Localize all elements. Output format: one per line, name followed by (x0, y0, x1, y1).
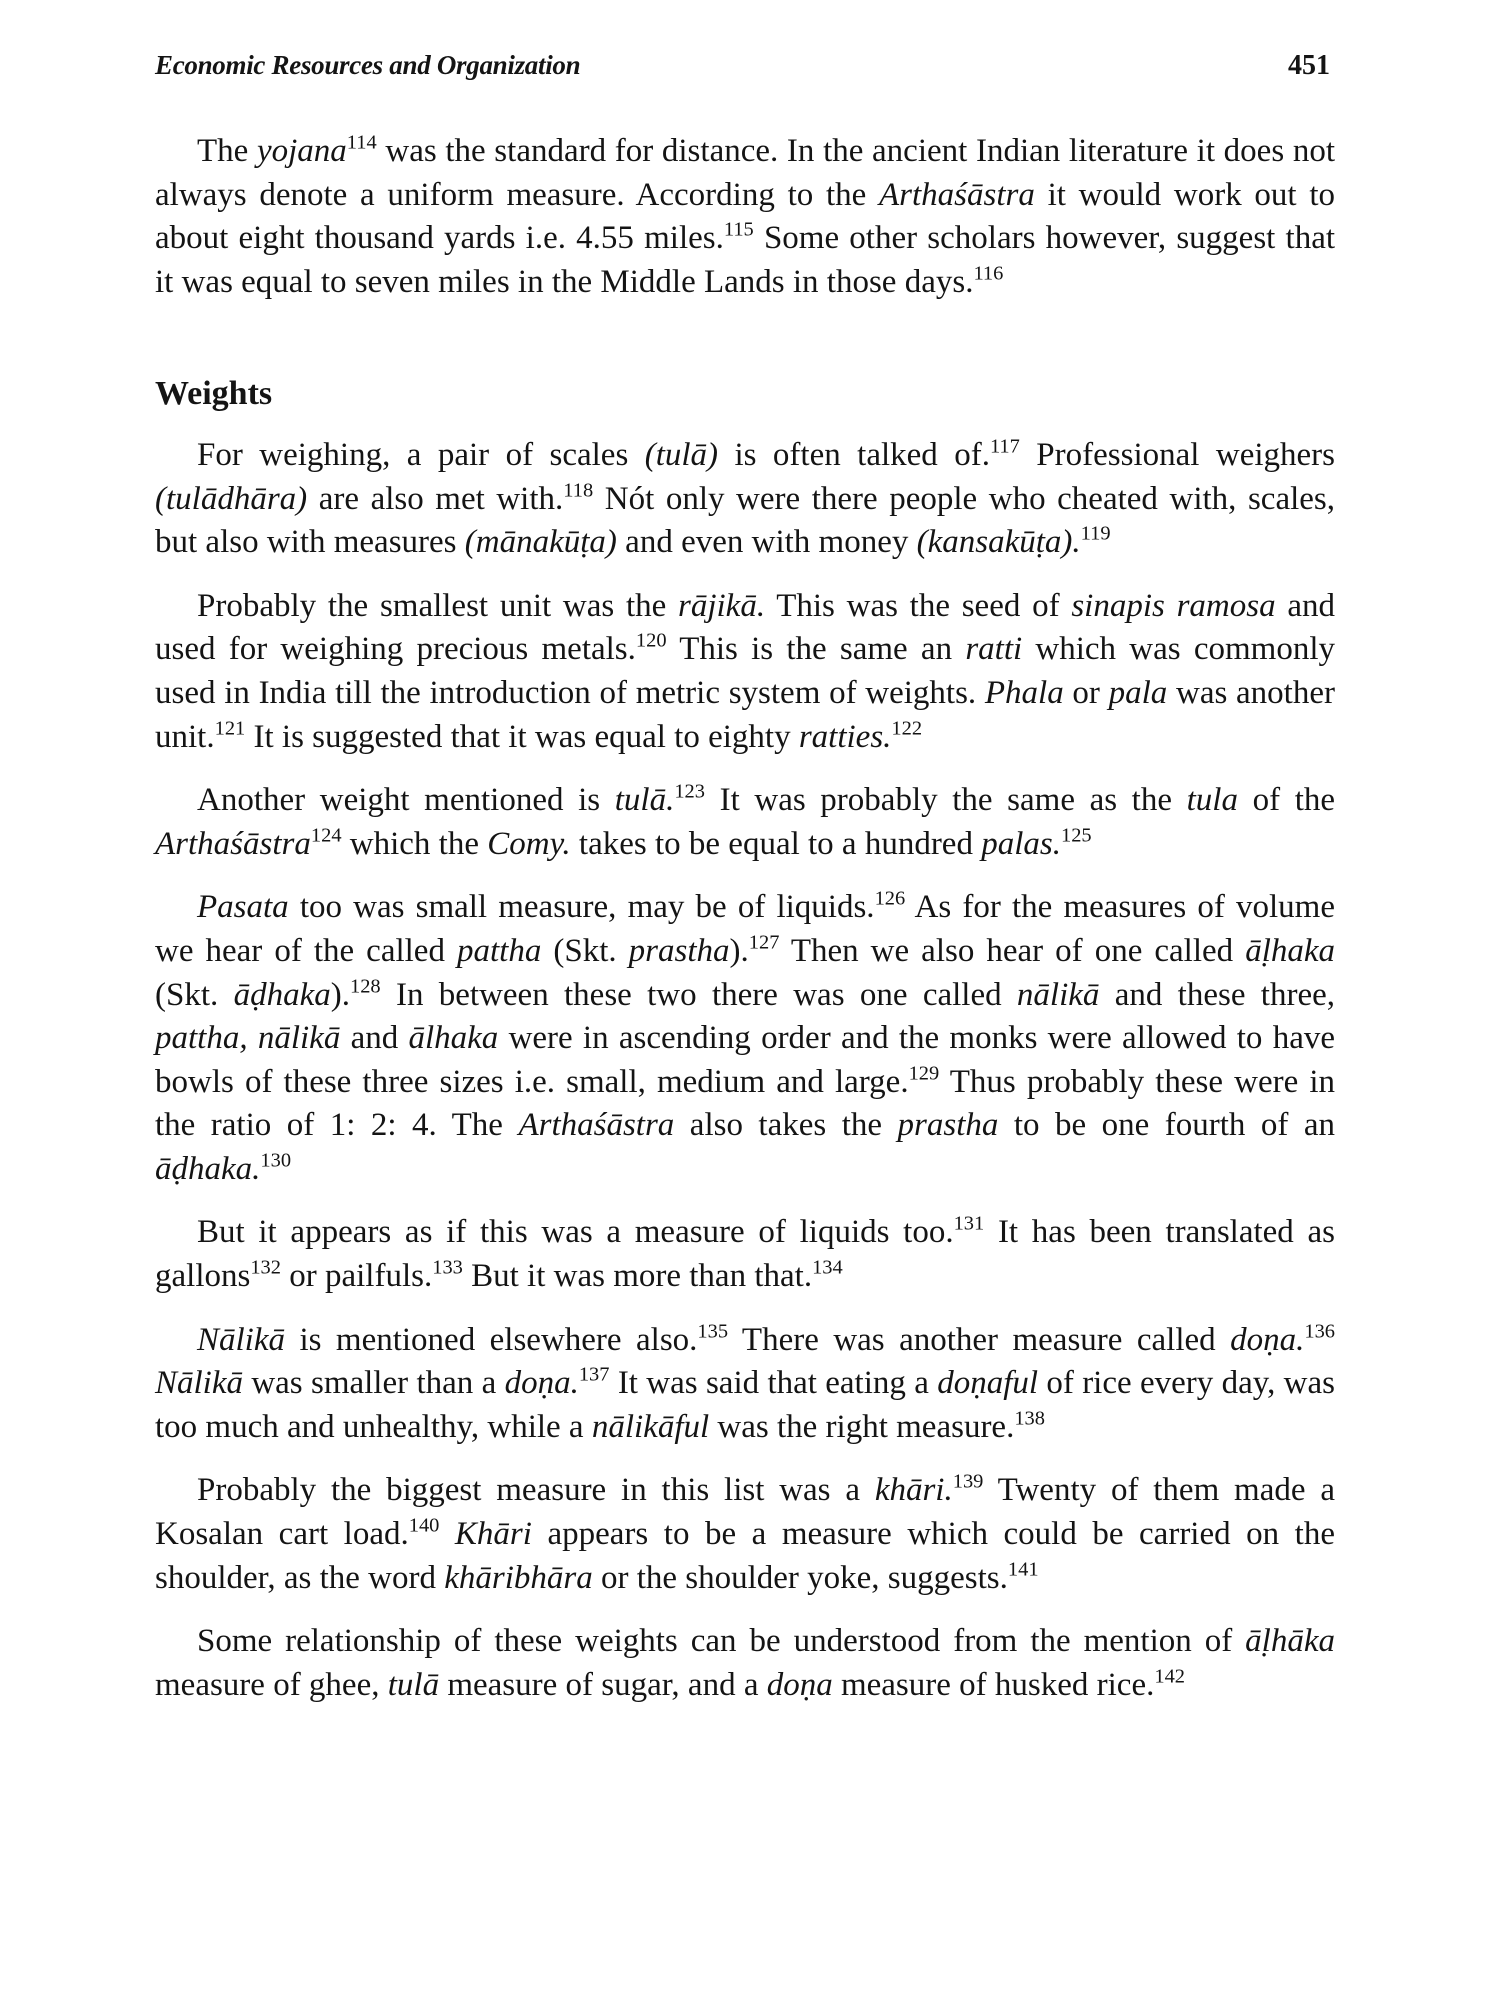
term: pattha, nālikā (155, 1020, 341, 1057)
footnote-marker: 127 (748, 931, 780, 954)
text-run: of the (1237, 782, 1336, 819)
footnote-marker: 138 (1014, 1407, 1045, 1430)
term: Khāri (454, 1516, 532, 1553)
footnote-marker: 116 (973, 262, 1004, 285)
text-run: is often talked of. (718, 436, 990, 473)
footnote-marker: 131 (953, 1212, 985, 1235)
term: tulā (387, 1666, 440, 1703)
text-run: too was small measure, may be of liquids. (288, 889, 875, 926)
footnote-marker: 140 (408, 1514, 440, 1537)
paragraph-yojana (155, 130, 1335, 304)
text-run: and even with money (616, 524, 917, 561)
text-run: measure of ghee, (155, 1666, 388, 1703)
footnote-marker: 125 (1060, 824, 1092, 847)
footnote-marker: 136 (1304, 1319, 1335, 1342)
footnote-marker: 133 (432, 1256, 463, 1279)
footnote-marker: 129 (908, 1062, 940, 1085)
text-run: appears to be a measure which could be carried on the shoulder, as the word (155, 1516, 1335, 1596)
text-run: or (1063, 674, 1109, 711)
text-run: For weighing, a pair of scales (197, 436, 645, 473)
text-run: Twenty of them made a Kosalan cart load. (155, 1472, 1335, 1553)
text-run: As for the measures of volume we hear of the called (155, 889, 1335, 969)
text-run: and these three, (1099, 976, 1336, 1013)
footnote-marker: 134 (812, 1256, 843, 1279)
term: (mānakūṭa) (464, 524, 617, 561)
term: doṇa. (1230, 1321, 1305, 1358)
term: ratti (965, 631, 1023, 668)
term: āḷhāka (1245, 1623, 1335, 1660)
text-run: It was said that eating a (609, 1365, 938, 1402)
text-run: Probably the biggest measure in this list was a (197, 1472, 875, 1509)
paragraph-nalika (155, 1319, 1335, 1450)
term: doṇa (766, 1666, 833, 1703)
text-run: it would work out to about eight thousand yards i.e. 4.55 miles. (155, 176, 1335, 257)
footnote-marker: 114 (346, 131, 377, 154)
paragraph-tula (155, 779, 1335, 866)
term: yojana (256, 133, 347, 169)
text-run: Then we also hear of one called (779, 932, 1246, 969)
text-run: (Skt. (541, 932, 629, 969)
term: Comy. (487, 825, 571, 862)
text-run: The (197, 133, 257, 169)
term: ratties. (798, 718, 892, 755)
term: Arthaśāstra (155, 825, 311, 862)
footnote-marker: 132 (250, 1256, 281, 1279)
paragraph-pasata (155, 886, 1335, 1191)
text-run: It was probably the same as the (704, 782, 1187, 819)
term: nālikāful (591, 1408, 710, 1445)
term: pala (1108, 674, 1168, 711)
text-run: Some other scholars however, suggest that it was equal to seven miles in the Middle Lands in those days. (155, 220, 1336, 300)
term: Nālikā (197, 1321, 285, 1358)
term: Arthaśāstra (518, 1107, 675, 1144)
paragraph-khari (155, 1469, 1335, 1600)
footnote-marker: 128 (349, 974, 381, 997)
term: tula (1186, 782, 1238, 819)
paragraph-relationship (155, 1620, 1335, 1707)
term: ālhaka (408, 1020, 499, 1057)
text-run: But it was more than that. (462, 1258, 813, 1295)
footnote-marker: 123 (674, 780, 705, 803)
text-run: or the shoulder yoke, suggests. (592, 1559, 1008, 1596)
text-run (439, 1516, 455, 1552)
footnote-marker: 135 (697, 1319, 729, 1342)
text-run: and (340, 1020, 409, 1057)
footnote-marker: 142 (1154, 1665, 1185, 1688)
term: doṇa. (504, 1365, 579, 1402)
term: khāri. (874, 1472, 953, 1509)
running-title: Economic Resources and Organization (155, 50, 581, 80)
term: prastha (628, 932, 730, 969)
term: (tulā) (644, 436, 719, 473)
term: prastha (897, 1107, 999, 1144)
footnote-marker: 122 (891, 716, 923, 739)
footnote-marker: 130 (260, 1149, 292, 1172)
paragraph-liquids (155, 1211, 1335, 1298)
text-run: Probably the smallest unit was the (197, 587, 678, 624)
paragraph-rajika (155, 585, 1335, 759)
term: Pasata (197, 889, 289, 926)
term: Nālikā (155, 1365, 243, 1402)
text-run: Thus probably these were in the ratio of 1: 2: 4. The (155, 1063, 1336, 1144)
text-run: This is the same an (666, 631, 966, 668)
term: sinapis ramosa (1071, 587, 1276, 624)
footnote-marker: 120 (635, 629, 667, 652)
term: pattha (456, 932, 542, 969)
footnote-marker: 119 (1080, 522, 1111, 545)
text-run: But it appears as if this was a measure of liquids too. (197, 1214, 954, 1251)
term: doṇaful (937, 1365, 1039, 1402)
term: rājikā. (678, 587, 766, 624)
term: Phala (984, 674, 1064, 711)
footnote-marker: 121 (214, 716, 246, 739)
page-body (155, 130, 1335, 1727)
footnote-marker: 115 (723, 218, 754, 241)
text-run: was smaller than a (243, 1365, 505, 1402)
text-run: Another weight mentioned is (197, 782, 615, 819)
text-run: is mentioned elsewhere also. (285, 1321, 698, 1358)
paragraph-scales (155, 434, 1335, 565)
text-run: and used for weighing precious metals. (155, 587, 1335, 668)
term: tulā. (614, 782, 675, 819)
term: āḍhaka (233, 976, 331, 1013)
term: (kansakūṭa). (916, 524, 1081, 561)
text-run: which the (341, 825, 488, 862)
text-run: This was the seed of (765, 587, 1072, 624)
text-run: It has been translated as gallons (155, 1214, 1335, 1295)
term: Arthaśāstra (879, 176, 1035, 213)
page-number: 451 (1288, 50, 1330, 81)
footnote-marker: 124 (310, 824, 342, 847)
text-run: ). (729, 932, 749, 969)
text-run: was the right measure. (709, 1408, 1015, 1445)
footnote-marker: 118 (563, 478, 594, 501)
text-run: of rice every day, was too much and unhealthy, while a (155, 1365, 1335, 1445)
term: nālikā (1016, 976, 1100, 1013)
term: (tulādhāra) (155, 480, 308, 517)
text-run: were in ascending order and the monks were allowed to have bowls of these three sizes i.e. small, medium and large. (155, 1020, 1335, 1100)
text-run: was another unit. (155, 674, 1335, 755)
text-run: Some relationship of these weights can be understood from the mention of (197, 1623, 1246, 1660)
footnote-marker: 139 (952, 1470, 984, 1493)
text-run: to be one fourth of an (998, 1107, 1335, 1144)
text-run: measure of husked rice. (832, 1666, 1155, 1703)
running-head (155, 50, 1330, 82)
term: āḍhaka. (155, 1150, 261, 1187)
text-run: measure of sugar, and a (439, 1666, 767, 1703)
text-run: Nót only were there people who cheated with, scales, but also with measures (155, 480, 1336, 561)
text-run: ). (330, 976, 350, 1013)
text-run: There was another measure called (728, 1321, 1231, 1358)
section-heading: Weights (155, 375, 273, 413)
footnote-marker: 117 (989, 435, 1020, 458)
text-run: was the standard for distance. In the ancient Indian literature it does not always denote a uniform measure. According to the (155, 133, 1335, 213)
footnote-marker: 141 (1007, 1557, 1039, 1580)
term: āḷhaka (1245, 932, 1336, 969)
text-run: are also met with. (307, 480, 564, 517)
footnote-marker: 126 (874, 887, 906, 910)
term: palas. (981, 825, 1061, 862)
text-run: or pailfuls. (280, 1258, 433, 1295)
text-run: which was commonly used in India till the introduction of metric system of weights. (155, 631, 1335, 711)
text-run: It is suggested that it was equal to eighty (245, 718, 799, 755)
footnote-marker: 137 (578, 1363, 610, 1386)
text-run: (Skt. (155, 976, 234, 1013)
text-run: takes to be equal to a hundred (570, 825, 982, 862)
text-run: Professional weighers (1019, 436, 1335, 473)
text-run: also takes the (674, 1107, 898, 1144)
term: khāribhāra (444, 1559, 593, 1596)
text-run: In between these two there was one called (380, 976, 1017, 1013)
